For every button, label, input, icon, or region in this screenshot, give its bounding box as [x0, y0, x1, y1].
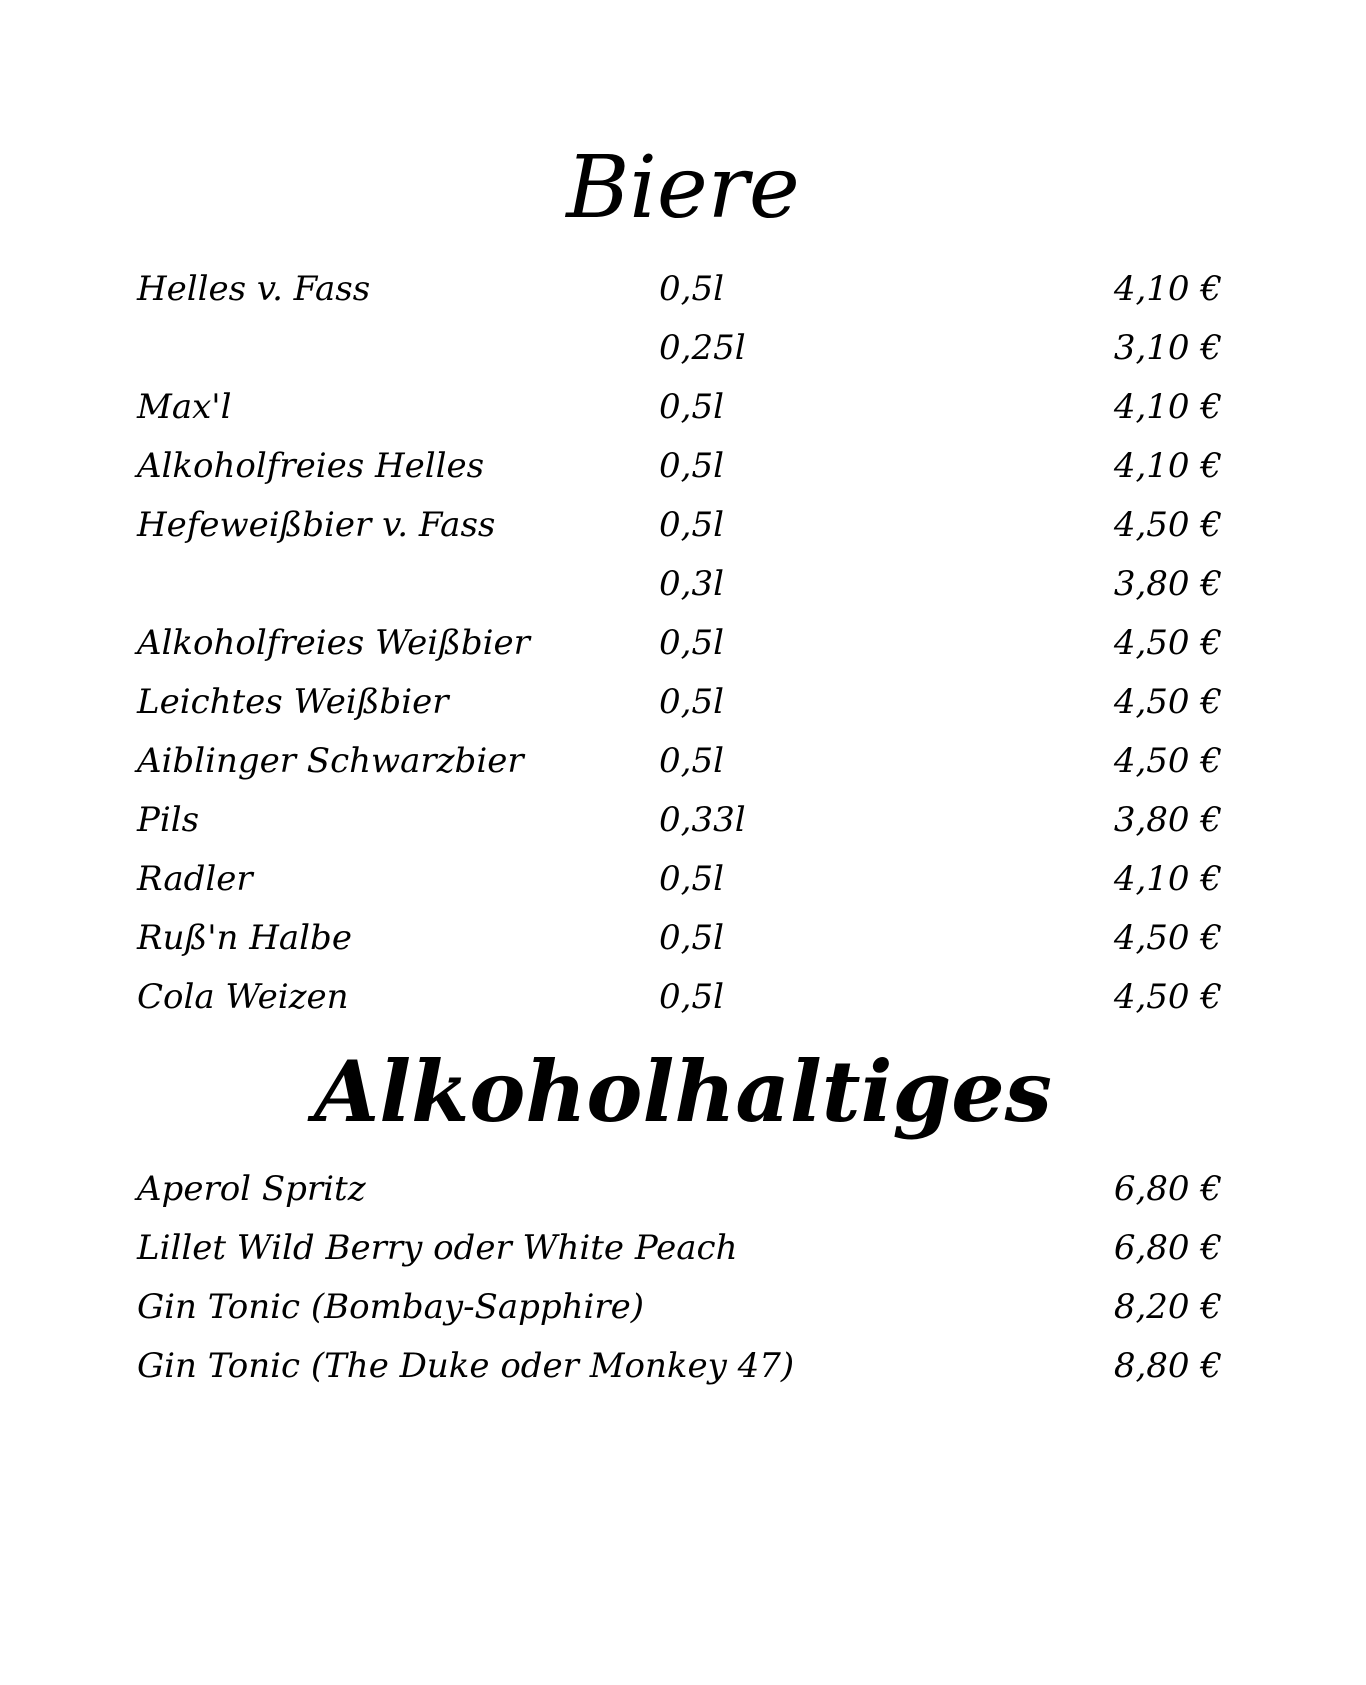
menu-item	[0, 909, 1366, 968]
item-size: 0,5l	[659, 859, 724, 899]
item-name: Max'l	[137, 387, 232, 427]
menu-item	[0, 378, 1366, 437]
item-price: 3,80 €	[1113, 800, 1222, 840]
item-size: 0,5l	[659, 446, 724, 486]
item-price: 3,10 €	[1113, 328, 1222, 368]
item-price: 4,50 €	[1113, 977, 1222, 1017]
item-name: Radler	[137, 859, 253, 899]
item-name: Lillet Wild Berry oder White Peach	[137, 1228, 738, 1268]
item-price: 3,80 €	[1113, 564, 1222, 604]
alcoholic-menu-list	[0, 1160, 1366, 1396]
item-name: Alkoholfreies Helles	[137, 446, 485, 486]
menu-item	[0, 673, 1366, 732]
menu-item	[0, 1337, 1366, 1396]
item-size: 0,5l	[659, 387, 724, 427]
menu-item	[0, 1219, 1366, 1278]
item-size: 0,33l	[659, 800, 746, 840]
item-price: 4,50 €	[1113, 682, 1222, 722]
item-name: Gin Tonic (Bombay-Sapphire)	[137, 1287, 645, 1327]
item-price: 4,50 €	[1113, 741, 1222, 781]
menu-item	[0, 850, 1366, 909]
item-price: 4,50 €	[1113, 918, 1222, 958]
menu-item	[0, 437, 1366, 496]
item-name: Helles v. Fass	[137, 269, 371, 309]
item-price: 6,80 €	[1113, 1228, 1222, 1268]
section-title-alkoholhaltiges: Alkoholhaltiges	[314, 1042, 1052, 1141]
menu-item	[0, 1160, 1366, 1219]
item-name: Alkoholfreies Weißbier	[137, 623, 530, 663]
menu-item	[0, 968, 1366, 1027]
menu-item	[0, 1278, 1366, 1337]
menu-item	[0, 555, 1366, 614]
item-name: Gin Tonic (The Duke oder Monkey 47)	[137, 1346, 795, 1386]
menu-item	[0, 260, 1366, 319]
item-price: 6,80 €	[1113, 1169, 1222, 1209]
item-size: 0,25l	[659, 328, 746, 368]
menu-item	[0, 732, 1366, 791]
item-size: 0,5l	[659, 682, 724, 722]
item-size: 0,5l	[659, 918, 724, 958]
item-price: 8,80 €	[1113, 1346, 1222, 1386]
menu-item	[0, 614, 1366, 673]
item-price: 4,50 €	[1113, 505, 1222, 545]
item-name: Cola Weizen	[137, 977, 349, 1017]
item-name: Pils	[137, 800, 200, 840]
menu-item	[0, 496, 1366, 555]
item-size: 0,5l	[659, 505, 724, 545]
menu-item	[0, 319, 1366, 378]
item-size: 0,5l	[659, 269, 724, 309]
item-size: 0,3l	[659, 564, 724, 604]
item-price: 4,10 €	[1113, 387, 1222, 427]
item-price: 4,10 €	[1113, 859, 1222, 899]
item-size: 0,5l	[659, 977, 724, 1017]
item-price: 4,10 €	[1113, 269, 1222, 309]
menu-item	[0, 791, 1366, 850]
section-title-biere: Biere	[566, 138, 800, 238]
item-price: 4,50 €	[1113, 623, 1222, 663]
item-name: Aperol Spritz	[137, 1169, 366, 1209]
item-name: Leichtes Weißbier	[137, 682, 449, 722]
item-name: Hefeweißbier v. Fass	[137, 505, 496, 545]
item-size: 0,5l	[659, 741, 724, 781]
beer-menu-list	[0, 260, 1366, 1027]
item-name: Aiblinger Schwarzbier	[137, 741, 524, 781]
item-name: Ruß'n Halbe	[137, 918, 352, 958]
item-price: 4,10 €	[1113, 446, 1222, 486]
item-size: 0,5l	[659, 623, 724, 663]
item-price: 8,20 €	[1113, 1287, 1222, 1327]
